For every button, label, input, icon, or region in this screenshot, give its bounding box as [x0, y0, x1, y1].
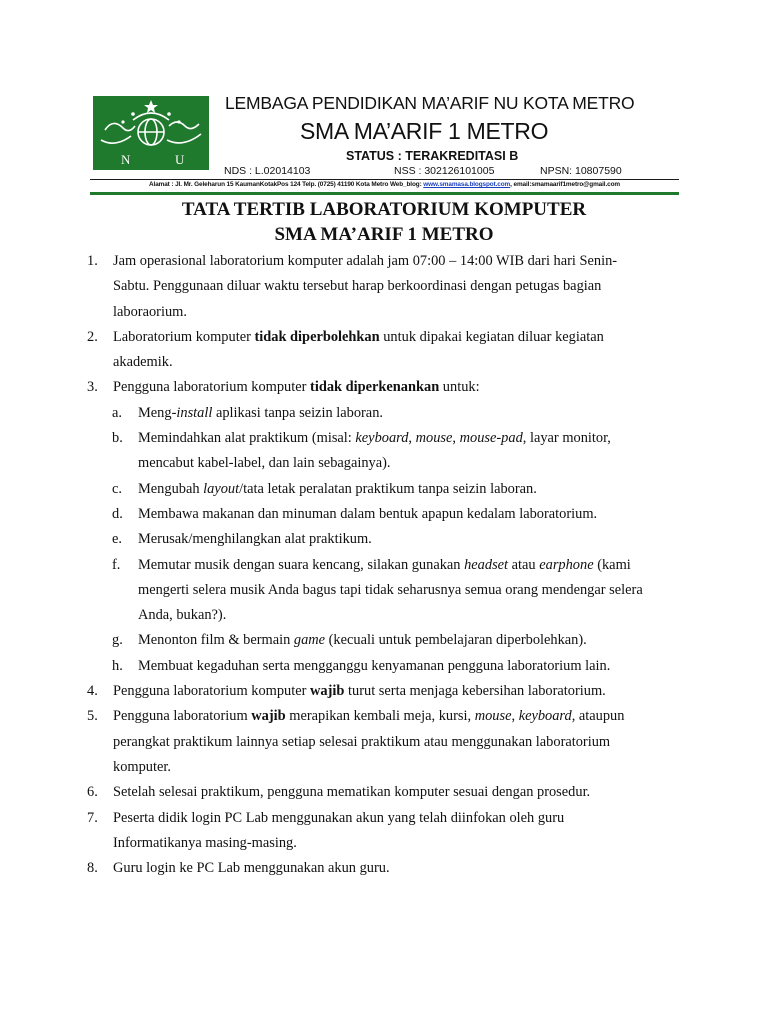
- text-run: Laboratorium komputer: [113, 328, 255, 345]
- sub-item-text: [138, 426, 611, 451]
- text-run: Meng-: [138, 404, 177, 421]
- item-text: komputer.: [113, 758, 171, 775]
- rules-list: [87, 249, 687, 881]
- sub-item-letter: b.: [112, 430, 123, 447]
- text-run: untuk:: [439, 379, 480, 396]
- sub-list-item: [87, 502, 687, 527]
- document-subtitle: SMA MA’ARIF 1 METRO: [274, 224, 494, 245]
- sub-list-item: [87, 527, 687, 552]
- text-run: Pengguna laboratorium komputer: [113, 379, 311, 396]
- list-item-continuation: [87, 755, 687, 780]
- item-text: [113, 704, 624, 729]
- item-number: 3.: [87, 379, 98, 396]
- item-number: 2.: [87, 328, 98, 345]
- item-text: laboraorium.: [113, 303, 187, 320]
- italic-text: mouse-pad: [459, 430, 523, 447]
- item-number: 1.: [87, 253, 98, 269]
- nss-number: NSS : 302126101005: [394, 165, 495, 177]
- nds-number: NDS : L.02014103: [224, 165, 311, 177]
- sub-item-text: Anda, bukan?).: [138, 607, 227, 624]
- item-number: 6.: [87, 784, 98, 801]
- blog-link[interactable]: www.smamasa.blogspot.com: [423, 181, 511, 188]
- text-run: Memindahkan alat praktikum (misal:: [138, 430, 356, 447]
- text-run: , layar monitor,: [522, 430, 611, 447]
- item-text: Peserta didik login PC Lab menggunakan akun yang telah diinfokan oleh guru: [113, 809, 565, 826]
- item-text: Sabtu. Penggunaan diluar waktu tersebut harap berkoordinasi dengan petugas bagian: [113, 278, 602, 295]
- sub-list-item-continuation: [87, 578, 687, 603]
- italic-text: keyboard: [355, 430, 409, 447]
- header-divider: [90, 179, 679, 180]
- nu-logo: [93, 96, 209, 170]
- sub-list-item: [87, 553, 687, 578]
- item-text: Guru login ke PC Lab menggunakan akun guru.: [113, 860, 390, 877]
- document-title: TATA TERTIB LABORATORIUM KOMPUTER: [181, 199, 587, 220]
- sub-item-text: [138, 401, 383, 426]
- italic-text: headset: [464, 556, 509, 573]
- text-run: Pengguna laboratorium komputer: [113, 683, 311, 700]
- school-name: SMA MA’ARIF 1 METRO: [300, 118, 549, 144]
- text-run: ,: [452, 430, 460, 447]
- email-text: smamaarif1metro@gmail.com: [531, 181, 620, 188]
- text-run: (kecuali untuk pembelajaran diperbolehkan).: [325, 632, 587, 649]
- italic-text: game: [293, 632, 326, 649]
- logo-letter-u: U: [175, 152, 185, 167]
- sub-list-item: [87, 654, 687, 679]
- text-run: Menonton film & bermain: [138, 632, 294, 649]
- emphasis-text: tidak diperbolehkan: [254, 328, 380, 345]
- text-run: /tata letak peralatan praktikum tanpa seizin laboran.: [239, 480, 537, 497]
- nu-emblem-icon: [93, 96, 209, 170]
- item-number: 7.: [87, 809, 98, 826]
- list-item-continuation: [87, 831, 687, 856]
- item-text: akademik.: [113, 354, 173, 371]
- italic-text: install: [176, 404, 213, 421]
- italic-text: keyboard,: [518, 708, 576, 725]
- sub-item-text: [138, 477, 537, 502]
- text-run: Memutar musik dengan suara kencang, silakan gunakan: [138, 556, 465, 573]
- italic-text: layout: [203, 480, 240, 497]
- sub-item-letter: h.: [112, 657, 123, 674]
- sub-item-letter: g.: [112, 632, 123, 649]
- text-run: turut serta menjaga kebersihan laboratorium.: [344, 683, 606, 700]
- italic-text: mouse: [474, 708, 512, 725]
- sub-item-text: [138, 628, 587, 653]
- item-number: 8.: [87, 860, 98, 877]
- sub-item-text: Merusak/menghilangkan alat praktikum.: [138, 531, 372, 548]
- item-text: Jam operasional laboratorium komputer adalah jam 07:00 – 14:00 WIB dari hari Senin-: [113, 253, 618, 269]
- sub-item-letter: e.: [112, 531, 122, 548]
- list-item: [87, 375, 687, 400]
- sub-list-item: [87, 477, 687, 502]
- item-text: Setelah selesai praktikum, pengguna mematikan komputer sesuai dengan prosedur.: [113, 784, 591, 801]
- item-text: [113, 325, 604, 350]
- sub-item-text: Membuat kegaduhan serta mengganggu kenyamanan pengguna laboratorium lain.: [138, 657, 611, 674]
- address-email-label: , email:: [510, 181, 532, 188]
- sub-list-item: [87, 401, 687, 426]
- emphasis-text: wajib: [310, 683, 345, 700]
- text-run: Pengguna laboratorium: [113, 708, 252, 725]
- list-item-continuation: [87, 350, 687, 375]
- sub-item-text: [138, 553, 631, 578]
- sub-item-text: mengerti selera musik Anda bagus tapi tidak seharusnya semua orang mendengar selera: [138, 581, 643, 598]
- emphasis-text: tidak diperkenankan: [310, 379, 440, 396]
- text-run: untuk dipakai kegiatan diluar kegiatan: [379, 328, 604, 345]
- sub-list-item: [87, 426, 687, 451]
- logo-letter-n: N: [121, 152, 131, 167]
- list-item-continuation: [87, 300, 687, 325]
- text-run: ,: [511, 708, 519, 725]
- item-text: perangkat praktikum lainnya setiap selesai praktikum atau menggunakan laboratorium: [113, 733, 611, 750]
- sub-item-letter: c.: [112, 480, 122, 497]
- text-run: (kami: [593, 556, 631, 573]
- text-run: aplikasi tanpa seizin laboran.: [212, 404, 383, 421]
- emphasis-text: wajib: [251, 708, 286, 725]
- list-item-continuation: [87, 730, 687, 755]
- text-run: merapikan kembali meja, kursi,: [285, 708, 475, 725]
- item-number: 5.: [87, 708, 98, 725]
- sub-item-text: mencabut kabel-label, dan lain sebagainya).: [138, 455, 391, 472]
- list-item: [87, 249, 687, 274]
- list-item: [87, 679, 687, 704]
- item-text: [113, 375, 480, 400]
- text-run: ,: [408, 430, 416, 447]
- item-text: Informatikanya masing-masing.: [113, 834, 297, 851]
- address-text: Alamat : Jl. Mr. Geleharun 15 KaumanKotakPos 124 Telp. (0725) 41190 Kota Metro Web_blog:: [149, 181, 424, 188]
- text-run: ataupun: [575, 708, 625, 725]
- list-item: [87, 325, 687, 350]
- list-item: [87, 780, 687, 805]
- italic-text: mouse: [415, 430, 453, 447]
- item-text: [113, 679, 606, 704]
- text-run: Mengubah: [138, 480, 204, 497]
- npsn-number: NPSN: 10807590: [540, 165, 622, 177]
- text-run: atau: [508, 556, 540, 573]
- sub-list-item: [87, 628, 687, 653]
- sub-item-letter: d.: [112, 505, 123, 522]
- institution-name: LEMBAGA PENDIDIKAN MA’ARIF NU KOTA METRO: [225, 93, 635, 113]
- sub-list-item-continuation: [87, 603, 687, 628]
- sub-item-letter: f.: [112, 556, 121, 573]
- sub-item-text: Membawa makanan dan minuman dalam bentuk apapun kedalam laboratorium.: [138, 505, 598, 522]
- list-item: [87, 704, 687, 729]
- sub-item-letter: a.: [112, 404, 122, 421]
- item-number: 4.: [87, 683, 98, 700]
- header-green-divider: [90, 192, 679, 195]
- italic-text: earphone: [539, 556, 594, 573]
- list-item: [87, 806, 687, 831]
- list-item: [87, 856, 687, 881]
- list-item-continuation: [87, 274, 687, 299]
- accreditation-status: STATUS : TERAKREDITASI B: [346, 149, 519, 163]
- address-line: [90, 181, 679, 188]
- sub-list-item-continuation: [87, 451, 687, 476]
